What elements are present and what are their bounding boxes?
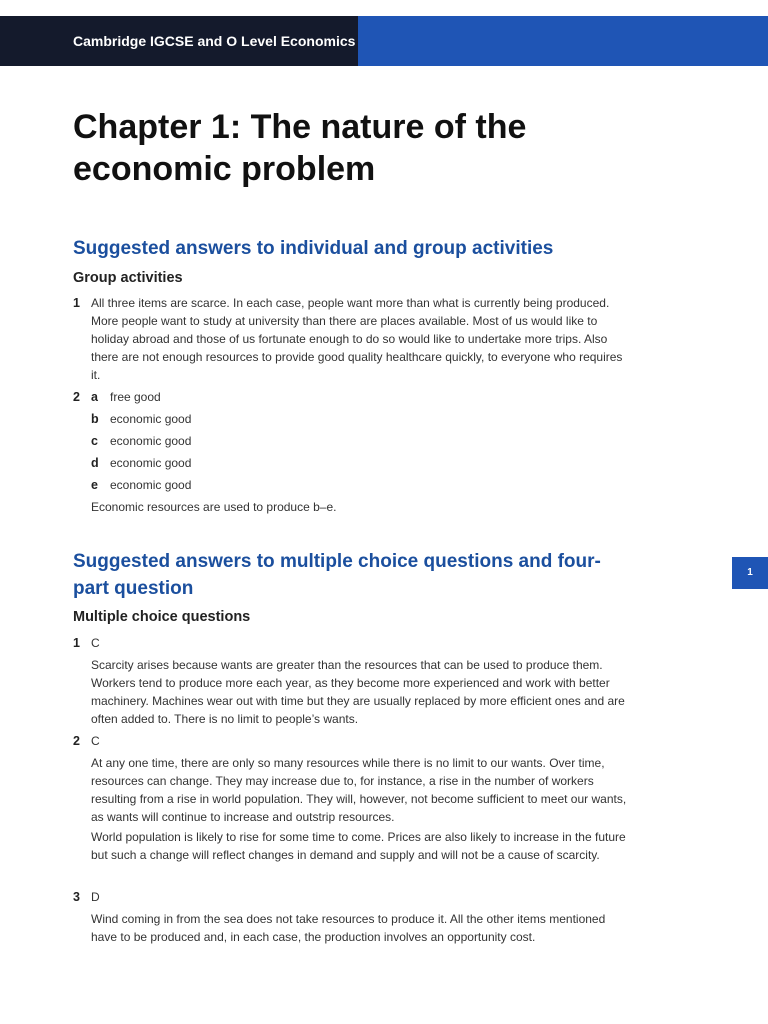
sub-text: free good xyxy=(110,390,161,404)
group-activity-2 xyxy=(73,388,629,518)
header-banner xyxy=(0,16,768,66)
explanation-text: World population is likely to rise for some time to come. Prices are also likely to increase in the future but such a change will reflect changes in demand and supply and will not be a cause of scarcity. xyxy=(91,830,626,862)
sub-item-d xyxy=(91,454,629,476)
question-number: 2 xyxy=(73,390,80,404)
header-banner-blue xyxy=(358,16,768,66)
group-activity-1 xyxy=(73,294,629,386)
mcq-1 xyxy=(73,634,629,730)
sub-text: economic good xyxy=(110,456,192,470)
sub-letter: b xyxy=(91,412,99,426)
explanation-text: Wind coming in from the sea does not take resources to produce it. All the other items mentioned have to be produced and, in each case, the production involves an opportunity cost. xyxy=(91,912,606,944)
sub-text: economic good xyxy=(110,412,192,426)
explanation-text: Scarcity arises because wants are greater than the resources that can be used to produce them. Workers tend to produce more each year, as they become more experienced and work with better machinery. Machines wear out with time but they are usually replaced by more efficient ones and are often added to. There is no limit to people’s wants. xyxy=(91,658,625,726)
sub-item-e xyxy=(91,476,629,498)
question-number: 1 xyxy=(73,296,80,310)
explanation-text: At any one time, there are only so many resources while there is no limit to our wants. Over time, resources can change. They may increase due to, for instance, a rise in the number of workers resulting from a rise in world population. They will, however, not become sufficient to meet our wants, as wants will continue to increase and outstrip resources. xyxy=(91,756,627,824)
chapter-title: Chapter 1: The nature of the economic problem xyxy=(73,108,527,188)
mcq-2 xyxy=(73,732,629,866)
answer-letter: C xyxy=(91,734,100,748)
section-heading-activities: Suggested answers to individual and group activities xyxy=(73,238,554,259)
sub-letter: c xyxy=(91,434,98,448)
book-title: Cambridge IGCSE and O Level Economics xyxy=(73,33,356,49)
subheading-group-activities: Group activities xyxy=(73,270,183,286)
question-number: 3 xyxy=(73,890,80,904)
page-number-tab: 1 xyxy=(732,557,768,589)
section-heading-mcq: Suggested answers to multiple choice questions and four-part question xyxy=(73,551,601,599)
sub-text: economic good xyxy=(110,434,192,448)
subheading-mcq: Multiple choice questions xyxy=(73,609,251,625)
sub-item-a xyxy=(91,388,629,410)
question-number: 2 xyxy=(73,734,80,748)
sub-letter: a xyxy=(91,390,98,404)
answer-note: Economic resources are used to produce b–e. xyxy=(91,500,337,514)
question-number: 1 xyxy=(73,636,80,650)
answer-letter: C xyxy=(91,636,100,650)
sub-item-b xyxy=(91,410,629,432)
mcq-3 xyxy=(73,888,629,948)
answer-letter: D xyxy=(91,890,100,904)
sub-item-c xyxy=(91,432,629,454)
sub-letter: d xyxy=(91,456,99,470)
sub-text: economic good xyxy=(110,478,192,492)
answer-text: All three items are scarce. In each case, people want more than what is currently being produced. More people want to study at university than there are places available. Most of us would like to holiday abroad and those of us fortunate enough to do so would like to undertake more trips. Also there are not enough resources to provide good quality healthcare quickly, to everyone who requires it. xyxy=(91,296,623,382)
sub-letter: e xyxy=(91,478,98,492)
